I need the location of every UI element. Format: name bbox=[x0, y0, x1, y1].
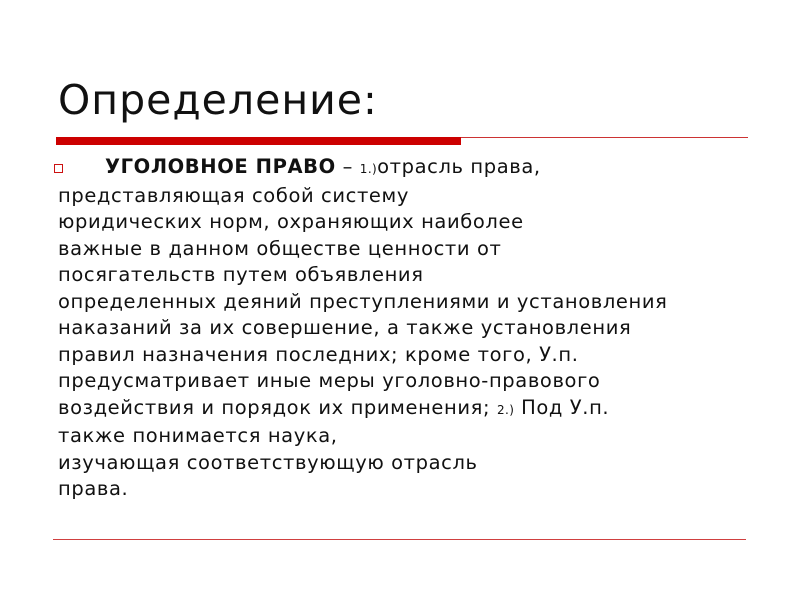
definition-line: изучающая соответствующую отрасль bbox=[58, 450, 478, 474]
definition-line: определенных деяний преступлениями и установления bbox=[58, 289, 668, 313]
definition-line: предусматривает иные меры уголовно-правового bbox=[58, 369, 601, 392]
definition-line: права. bbox=[58, 477, 129, 500]
definition-line: юридических норм, охраняющих наиболее bbox=[58, 210, 524, 233]
definition-line-text: воздействия и порядок их применения; bbox=[58, 395, 497, 419]
slide-title: Определение: bbox=[58, 76, 378, 124]
definition-line-text: Под У.п. bbox=[514, 395, 610, 419]
definition-line: наказаний за их совершение, а также установления bbox=[58, 316, 632, 339]
definition-first-line bbox=[58, 154, 758, 183]
definition-first-line-text: отрасль права, bbox=[377, 155, 541, 178]
footer-divider bbox=[53, 539, 746, 540]
definition-line: также понимается наука, bbox=[58, 424, 338, 447]
title-underline-thick bbox=[56, 137, 461, 145]
definition-paragraph bbox=[58, 154, 758, 503]
definition-line: правил назначения последних; кроме того, У.п. bbox=[58, 342, 579, 366]
definition-marker-2: 2.) bbox=[496, 402, 515, 417]
definition-line: важные в данном обществе ценности от bbox=[58, 236, 502, 260]
definition-line: посягательств путем объявления bbox=[58, 263, 424, 286]
term-heading: УГОЛОВНОЕ ПРАВО bbox=[105, 155, 336, 178]
title-underline-thin bbox=[461, 137, 748, 138]
definition-line-with-marker-2 bbox=[58, 395, 758, 424]
definition-marker-1: 1.) bbox=[359, 162, 378, 176]
term-dash: – bbox=[335, 155, 360, 178]
definition-line: представляющая собой систему bbox=[58, 183, 409, 207]
